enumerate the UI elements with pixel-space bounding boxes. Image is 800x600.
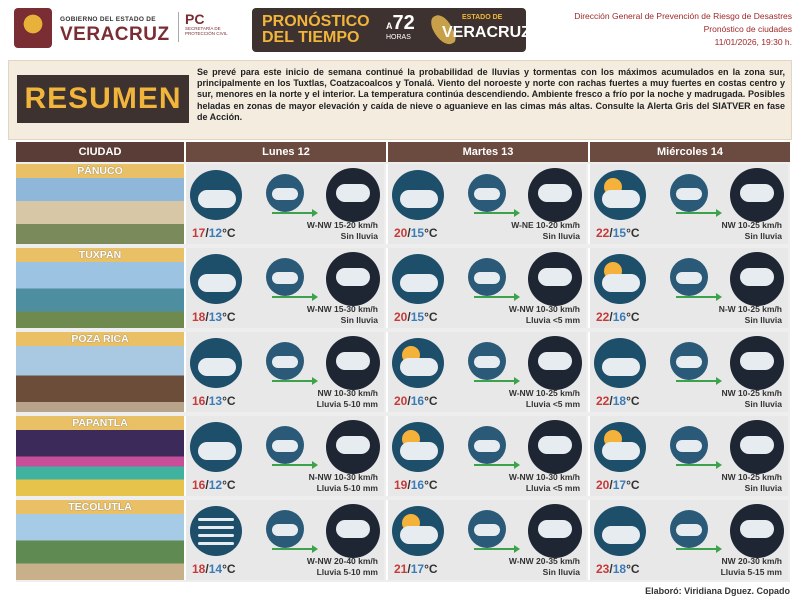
day-forecast-cell	[184, 500, 384, 580]
night-cloud-icon	[730, 252, 784, 306]
government-state: VERACRUZ	[60, 24, 170, 45]
table-row	[16, 416, 790, 498]
agency-info	[574, 10, 792, 49]
temp-separator: /	[609, 562, 613, 576]
temperature	[192, 310, 236, 324]
temp-min: 13	[208, 394, 223, 408]
wind-arrow-icon	[474, 212, 516, 214]
wind-arrow-icon	[676, 296, 718, 298]
header	[0, 0, 800, 58]
banner-72	[386, 13, 415, 36]
temp-unit: °C	[222, 226, 236, 240]
rain-text: Sin lluvia	[744, 231, 782, 241]
wind-arrow-icon	[474, 548, 516, 550]
day-forecast-cell	[386, 164, 586, 244]
temp-unit: °C	[626, 394, 640, 408]
temperature	[596, 478, 640, 492]
temp-separator: /	[407, 562, 411, 576]
pc-subtitle: SECRETARÍA DE PROTECCIÓN CIVIL	[185, 26, 228, 36]
summary-text: Se prevé para este inicio de semana continué la probabilidad de lluvias y tormentas con los máximos acumulados en la zona sur, principalmente en los Tuxtlas, Coatzacoalcos y Tonalá. Viento del noroeste y norte con rachas fuertes a muy fuertes en costas centro y sur, menores en la norte y el interior. La temperatura continúa descendiendo. Ambiente fresco a frío por la noche y madrugada. Posibles heladas en zonas de mayor elevación y caída de nieve o aguanieve en las cimas más altas. Consulte la Alerta Gris del SIATVER en fase de Acción.	[197, 67, 785, 122]
temp-max: 20	[394, 226, 408, 240]
rain-text: Lluvia <5 mm	[525, 483, 580, 493]
partly-cloudy-icon	[392, 338, 444, 388]
day-forecast-cell	[184, 332, 384, 412]
day-forecast-cell	[184, 164, 384, 244]
temp-separator: /	[407, 478, 411, 492]
wind-text: W-NW 20-35 km/h	[508, 556, 580, 566]
agency-name: Dirección General de Prevención de Riesgo de Desastres	[574, 11, 792, 21]
wind-text: N-W 10-25 km/h	[718, 304, 782, 314]
temp-unit: °C	[626, 310, 640, 324]
temp-max: 18	[192, 562, 206, 576]
wind-arrow-icon	[474, 380, 516, 382]
rain-text: Lluvia 5-10 mm	[316, 399, 378, 409]
temp-min: 18	[612, 562, 627, 576]
veracruz-shield-icon	[14, 8, 52, 48]
temp-min: 14	[208, 562, 223, 576]
day-forecast-cell	[184, 248, 384, 328]
city-column-header: CIUDAD	[16, 142, 184, 162]
wind-arrow-icon	[676, 380, 718, 382]
city-cell	[16, 332, 184, 412]
banner-a: A	[386, 21, 393, 31]
temperature	[596, 226, 640, 240]
temperature	[394, 394, 438, 408]
banner-72-number: 72	[392, 12, 415, 34]
morning-cloud-icon	[266, 174, 304, 212]
temperature	[596, 562, 640, 576]
table-row	[16, 164, 790, 246]
night-cloud-icon	[528, 252, 582, 306]
morning-cloud-icon	[266, 258, 304, 296]
city-cell	[16, 416, 184, 496]
cloudy-icon	[392, 254, 444, 304]
temp-min: 15	[410, 310, 425, 324]
wind-text: W-NW 15-20 km/h	[306, 220, 378, 230]
city-photo	[16, 178, 184, 244]
morning-cloud-icon	[468, 342, 506, 380]
temp-min: 15	[612, 226, 627, 240]
night-cloud-icon	[730, 420, 784, 474]
rain-text: Lluvia 5-10 mm	[316, 483, 378, 493]
night-cloud-icon	[730, 168, 784, 222]
temperature	[394, 478, 438, 492]
temp-separator: /	[609, 478, 613, 492]
rain-text: Sin lluvia	[744, 315, 782, 325]
morning-cloud-icon	[468, 174, 506, 212]
wind-text: W-NE 10-20 km/h	[511, 220, 580, 230]
day-forecast-cell	[588, 500, 788, 580]
temp-separator: /	[609, 310, 613, 324]
credit: Elaboró: Viridiana Dguez. Copado	[645, 586, 790, 596]
wind-arrow-icon	[676, 548, 718, 550]
temp-unit: °C	[222, 562, 236, 576]
temp-unit: °C	[424, 478, 438, 492]
day-forecast-cell	[588, 416, 788, 496]
night-cloud-icon	[528, 504, 582, 558]
temperature	[192, 226, 236, 240]
wind-text: NW 10-25 km/h	[721, 388, 782, 398]
morning-cloud-icon	[670, 174, 708, 212]
temp-unit: °C	[424, 394, 438, 408]
temp-min: 18	[612, 394, 627, 408]
temp-separator: /	[407, 310, 411, 324]
temperature	[596, 310, 640, 324]
city-cell	[16, 164, 184, 244]
morning-cloud-icon	[670, 258, 708, 296]
wind-arrow-icon	[676, 464, 718, 466]
wind-text: W-NW 10-25 km/h	[508, 388, 580, 398]
wind-text: NW 10-25 km/h	[721, 220, 782, 230]
temp-min: 12	[208, 478, 223, 492]
rain-text: Sin lluvia	[542, 231, 580, 241]
morning-cloud-icon	[468, 426, 506, 464]
city-cell	[16, 248, 184, 328]
wind-text: W-NW 10-30 km/h	[508, 304, 580, 314]
partly-cloudy-icon	[594, 254, 646, 304]
summary-label: RESUMEN	[17, 75, 189, 123]
morning-cloud-icon	[266, 342, 304, 380]
wind-arrow-icon	[272, 380, 314, 382]
city-cell	[16, 500, 184, 580]
temp-separator: /	[205, 226, 209, 240]
table-row	[16, 500, 790, 582]
report-type: Pronóstico de ciudades	[703, 24, 792, 34]
wind-arrow-icon	[272, 296, 314, 298]
cloudy-icon	[594, 338, 646, 388]
temp-unit: °C	[626, 562, 640, 576]
wind-text: W-NW 20-40 km/h	[306, 556, 378, 566]
temp-max: 16	[192, 394, 206, 408]
temp-max: 20	[394, 310, 408, 324]
wind-arrow-icon	[474, 296, 516, 298]
wind-text: W-NW 15-30 km/h	[306, 304, 378, 314]
temp-unit: °C	[626, 478, 640, 492]
temp-separator: /	[205, 310, 209, 324]
temp-max: 22	[596, 394, 610, 408]
morning-cloud-icon	[670, 510, 708, 548]
wind-arrow-icon	[474, 464, 516, 466]
day-forecast-cell	[386, 416, 586, 496]
city-name: PAPANTLA	[16, 416, 184, 430]
table-row	[16, 248, 790, 330]
cloudy-icon	[594, 506, 646, 556]
pc-label: PC	[185, 11, 205, 27]
night-cloud-icon	[528, 420, 582, 474]
banner-title-line1: PRONÓSTICO	[262, 13, 370, 30]
temp-unit: °C	[222, 310, 236, 324]
temperature	[394, 310, 438, 324]
day-forecast-cell	[588, 248, 788, 328]
night-cloud-icon	[326, 168, 380, 222]
temp-separator: /	[609, 226, 613, 240]
windy-icon	[190, 506, 242, 556]
wind-text: N-NW 10-30 km/h	[308, 472, 378, 482]
temperature	[192, 562, 236, 576]
temp-separator: /	[205, 478, 209, 492]
rain-text: Sin lluvia	[340, 315, 378, 325]
temp-unit: °C	[222, 394, 236, 408]
city-name: TUXPAN	[16, 248, 184, 262]
temp-separator: /	[407, 226, 411, 240]
temp-unit: °C	[424, 310, 438, 324]
morning-cloud-icon	[266, 426, 304, 464]
forecast-banner	[252, 8, 531, 52]
temp-separator: /	[205, 562, 209, 576]
night-cloud-icon	[326, 252, 380, 306]
wind-arrow-icon	[676, 212, 718, 214]
temperature	[192, 394, 236, 408]
government-label: GOBIERNO DEL ESTADO DE	[60, 16, 156, 23]
wind-arrow-icon	[272, 212, 314, 214]
night-cloud-icon	[730, 504, 784, 558]
partly-cloudy-icon	[392, 422, 444, 472]
temp-unit: °C	[626, 226, 640, 240]
banner-state: VERACRUZ	[442, 24, 531, 41]
banner-title-line2: DEL TIEMPO	[262, 29, 360, 46]
wind-text: W-NW 10-30 km/h	[508, 472, 580, 482]
temp-separator: /	[205, 394, 209, 408]
day-header: Miércoles 14	[588, 142, 790, 162]
forecast-table	[16, 142, 790, 582]
temp-max: 20	[394, 394, 408, 408]
summary-box	[8, 60, 792, 140]
city-photo	[16, 430, 184, 496]
rain-text: Lluvia 5-15 mm	[720, 567, 782, 577]
temp-max: 16	[192, 478, 206, 492]
city-photo	[16, 514, 184, 580]
temp-max: 23	[596, 562, 610, 576]
city-name: TECOLUTLA	[16, 500, 184, 514]
city-photo	[16, 346, 184, 412]
partly-cloudy-icon	[594, 422, 646, 472]
cloudy-icon	[190, 170, 242, 220]
temp-max: 17	[192, 226, 206, 240]
partly-cloudy-icon	[594, 170, 646, 220]
temperature	[394, 562, 438, 576]
day-header: Martes 13	[386, 142, 588, 162]
rain-text: Lluvia <5 mm	[525, 315, 580, 325]
day-forecast-cell	[386, 332, 586, 412]
city-name: PÁNUCO	[16, 164, 184, 178]
rain-text: Sin lluvia	[340, 231, 378, 241]
banner-state-label: ESTADO DE	[462, 14, 503, 21]
day-forecast-cell	[184, 416, 384, 496]
city-photo	[16, 262, 184, 328]
morning-cloud-icon	[670, 426, 708, 464]
night-cloud-icon	[528, 168, 582, 222]
government-logo	[14, 8, 184, 48]
day-forecast-cell	[588, 164, 788, 244]
morning-cloud-icon	[468, 258, 506, 296]
temperature	[394, 226, 438, 240]
banner-title	[262, 14, 370, 46]
night-cloud-icon	[326, 420, 380, 474]
temperature	[596, 394, 640, 408]
banner-hours: HORAS	[386, 34, 411, 41]
temp-max: 20	[596, 478, 610, 492]
wind-text: NW 10-30 km/h	[317, 388, 378, 398]
temp-min: 17	[410, 562, 425, 576]
city-name: POZA RICA	[16, 332, 184, 346]
morning-cloud-icon	[468, 510, 506, 548]
cloudy-icon	[190, 422, 242, 472]
temp-max: 22	[596, 310, 610, 324]
rain-text: Sin lluvia	[744, 399, 782, 409]
night-cloud-icon	[326, 336, 380, 390]
temp-unit: °C	[424, 562, 438, 576]
wind-text: NW 10-25 km/h	[721, 472, 782, 482]
temp-separator: /	[609, 394, 613, 408]
temp-max: 19	[394, 478, 408, 492]
wind-text: NW 20-30 km/h	[721, 556, 782, 566]
cloudy-icon	[190, 338, 242, 388]
night-cloud-icon	[326, 504, 380, 558]
temp-min: 16	[612, 310, 627, 324]
temp-min: 12	[208, 226, 223, 240]
night-cloud-icon	[528, 336, 582, 390]
cloudy-icon	[190, 254, 242, 304]
report-timestamp: 11/01/2026, 19:30 h.	[714, 37, 792, 47]
day-forecast-cell	[386, 500, 586, 580]
wind-arrow-icon	[272, 548, 314, 550]
temp-min: 13	[208, 310, 223, 324]
cloudy-icon	[392, 170, 444, 220]
night-cloud-icon	[730, 336, 784, 390]
civil-protection-logo	[178, 12, 238, 42]
rain-text: Lluvia 5-10 mm	[316, 567, 378, 577]
temp-min: 16	[410, 478, 425, 492]
day-forecast-cell	[386, 248, 586, 328]
temp-unit: °C	[424, 226, 438, 240]
temp-unit: °C	[222, 478, 236, 492]
temp-max: 21	[394, 562, 408, 576]
day-header: Lunes 12	[184, 142, 386, 162]
morning-cloud-icon	[266, 510, 304, 548]
day-forecast-cell	[588, 332, 788, 412]
rain-text: Sin lluvia	[542, 567, 580, 577]
table-row	[16, 332, 790, 414]
temp-min: 15	[410, 226, 425, 240]
rain-text: Lluvia <5 mm	[525, 399, 580, 409]
temp-min: 16	[410, 394, 425, 408]
temperature	[192, 478, 236, 492]
partly-cloudy-icon	[392, 506, 444, 556]
wind-arrow-icon	[272, 464, 314, 466]
temp-separator: /	[407, 394, 411, 408]
temp-max: 18	[192, 310, 206, 324]
rain-text: Sin lluvia	[744, 483, 782, 493]
temp-max: 22	[596, 226, 610, 240]
morning-cloud-icon	[670, 342, 708, 380]
temp-min: 17	[612, 478, 627, 492]
